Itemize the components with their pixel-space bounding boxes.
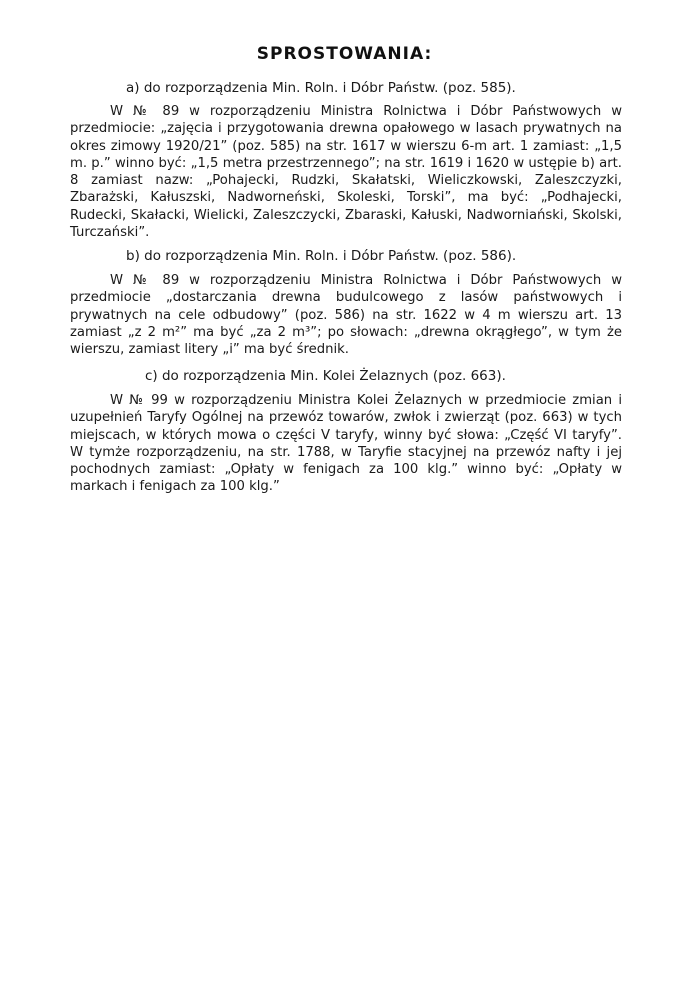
section-a-body: W № 89 w rozporządzeniu Ministra Rolnictwa i Dóbr Państwowych w przedmiocie: „zajęcia i przygotowania drewna opałowego w lasach prywatnych na okres zimowy 1920/21” (poz. 585) na str. 1617 w wierszu 6-m art. 1 zamiast: „1,5 m. p.” winno być: „1,5 metra przestrzennego”; na str. 1619 i 1620 w ustępie b) art. 8 zamiast nazw: „Pohajecki, Rudzki, Skałatski, Wieliczkowski, Zaleszczyzki, Zbarażski, Kałuszski, Nadworneński, Skoleski, Torski”, ma być: „Podhajecki, Rudecki, Skałacki, Wielicki, Zaleszczycki, Zbaraski, Kałuski, Nadworniański, Skolski, Turczański”. (70, 104, 622, 241)
page-title: SPROSTOWANIA: (256, 44, 433, 64)
section-b-heading: b) do rozporządzenia Min. Roln. i Dóbr Państw. (poz. 586). (126, 248, 517, 264)
section-b-body: W № 89 w rozporządzeniu Ministra Rolnictwa i Dóbr Państwowych w przedmiocie „dostarczania drewna budulcowego z lasów państwowych i prywatnych na cele odbudowy” (poz. 586) na str. 1622 w 4 m wierszu art. 13 zamiast „z 2 m²” ma być „za 2 m³”; po słowach: „drewna okrągłego”, w tym że wierszu, zamiast litery „i” ma być średnik. (70, 273, 622, 358)
section-c-body: W № 99 w rozporządzeniu Ministra Kolei Żelaznych w przedmiocie zmian i uzupełnień Taryfy Ogólnej na przewóz towarów, zwłok i zwierząt (poz. 663) w tych miejscach, w których mowa o części V taryfy, winny być słowa: „Część VI taryfy”. W tymże rozporządzeniu, na str. 1788, w Taryfie stacyjnej na przewóz nafty i jej pochodnych zamiast: „Opłaty w fenigach za 100 klg.” winno być: „Opłaty w markach i fenigach za 100 klg.” (70, 393, 622, 495)
section-a-heading: a) do rozporządzenia Min. Roln. i Dóbr Państw. (poz. 585). (126, 80, 516, 96)
section-c-heading: c) do rozporządzenia Min. Kolei Żelaznych (poz. 663). (145, 368, 506, 384)
